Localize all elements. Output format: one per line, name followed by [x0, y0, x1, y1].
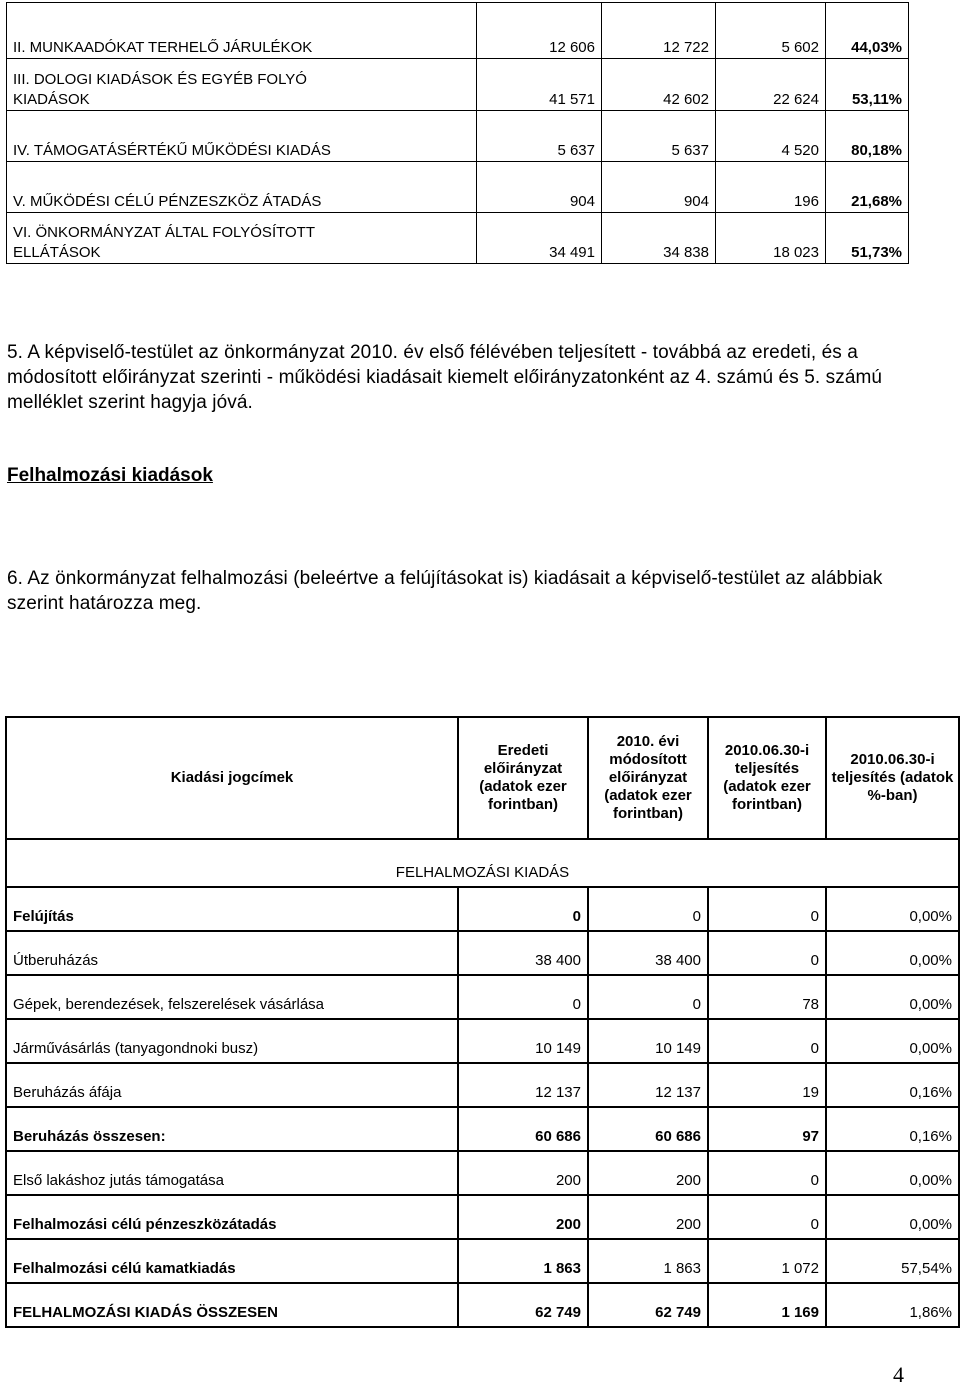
value-cell: 0 — [708, 931, 826, 975]
percent-cell: 0,00% — [826, 975, 959, 1019]
value-cell: 12 606 — [477, 3, 602, 59]
value-cell: 12 722 — [602, 3, 716, 59]
value-cell: 38 400 — [458, 931, 588, 975]
percent-cell: 80,18% — [826, 111, 909, 162]
table-row — [7, 111, 909, 162]
table-row — [6, 1283, 959, 1327]
paragraph-6: 6. Az önkormányzat felhalmozási (beleértve a felújításokat is) kiadásait a képviselő-testület az alábbiak szerint határozza meg. — [7, 568, 883, 614]
table-row — [6, 1063, 959, 1107]
row-label: Beruházás összesen: — [6, 1107, 458, 1151]
value-cell: 0 — [708, 1195, 826, 1239]
table-row — [6, 1151, 959, 1195]
value-cell: 10 149 — [588, 1019, 708, 1063]
table-row — [6, 1107, 959, 1151]
header-cell: 2010. évi módosított előirányzat (adatok ezer forintban) — [588, 717, 708, 839]
value-cell: 0 — [588, 975, 708, 1019]
value-cell: 12 137 — [458, 1063, 588, 1107]
value-cell: 200 — [458, 1195, 588, 1239]
value-cell: 10 149 — [458, 1019, 588, 1063]
value-cell: 904 — [602, 162, 716, 213]
value-cell: 1 169 — [708, 1283, 826, 1327]
value-cell: 1 072 — [708, 1239, 826, 1283]
row-label: FELHALMOZÁSI KIADÁS ÖSSZESEN — [6, 1283, 458, 1327]
value-cell: 34 838 — [602, 213, 716, 264]
value-cell: 22 624 — [716, 59, 826, 111]
value-cell: 0 — [458, 975, 588, 1019]
percent-cell: 0,00% — [826, 1151, 959, 1195]
row-label: IV. TÁMOGATÁSÉRTÉKŰ MŰKÖDÉSI KIADÁS — [7, 111, 477, 162]
value-cell: 196 — [716, 162, 826, 213]
value-cell: 5 637 — [477, 111, 602, 162]
capital-expenses-table — [5, 716, 960, 1328]
section-heading: Felhalmozási kiadások — [7, 465, 213, 486]
value-cell: 200 — [588, 1195, 708, 1239]
value-cell: 200 — [588, 1151, 708, 1195]
value-cell: 0 — [458, 887, 588, 931]
value-cell: 97 — [708, 1107, 826, 1151]
value-cell: 200 — [458, 1151, 588, 1195]
table-row — [6, 931, 959, 975]
percent-cell: 0,16% — [826, 1063, 959, 1107]
value-cell: 78 — [708, 975, 826, 1019]
table-row — [6, 1195, 959, 1239]
percent-cell: 1,86% — [826, 1283, 959, 1327]
value-cell: 5 637 — [602, 111, 716, 162]
row-label: V. MŰKÖDÉSI CÉLÚ PÉNZESZKÖZ ÁTADÁS — [7, 162, 477, 213]
value-cell: 904 — [477, 162, 602, 213]
percent-cell: 0,16% — [826, 1107, 959, 1151]
table-row — [6, 1239, 959, 1283]
value-cell: 5 602 — [716, 3, 826, 59]
value-cell: 1 863 — [588, 1239, 708, 1283]
row-label: III. DOLOGI KIADÁSOK ÉS EGYÉB FOLYÓ KIADÁSOK — [7, 59, 477, 111]
value-cell: 38 400 — [588, 931, 708, 975]
value-cell: 18 023 — [716, 213, 826, 264]
section-row — [6, 839, 959, 887]
row-label: Felhalmozási célú pénzeszközátadás — [6, 1195, 458, 1239]
percent-cell: 53,11% — [826, 59, 909, 111]
percent-cell: 21,68% — [826, 162, 909, 213]
row-label: Felújítás — [6, 887, 458, 931]
value-cell: 60 686 — [588, 1107, 708, 1151]
table-row — [7, 3, 909, 59]
percent-cell: 0,00% — [826, 931, 959, 975]
value-cell: 60 686 — [458, 1107, 588, 1151]
value-cell: 0 — [588, 887, 708, 931]
value-cell: 62 749 — [458, 1283, 588, 1327]
value-cell: 4 520 — [716, 111, 826, 162]
value-cell: 62 749 — [588, 1283, 708, 1327]
page-number: 4 — [893, 1362, 904, 1387]
value-cell: 0 — [708, 887, 826, 931]
value-cell: 42 602 — [602, 59, 716, 111]
table-row — [7, 213, 909, 264]
header-cell: Eredeti előirányzat (adatok ezer forintban) — [458, 717, 588, 839]
percent-cell: 57,54% — [826, 1239, 959, 1283]
value-cell: 0 — [708, 1019, 826, 1063]
percent-cell: 0,00% — [826, 1195, 959, 1239]
percent-cell: 0,00% — [826, 887, 959, 931]
table-row — [6, 887, 959, 931]
row-label: Beruházás áfája — [6, 1063, 458, 1107]
section-title: FELHALMOZÁSI KIADÁS — [6, 839, 959, 887]
percent-cell: 44,03% — [826, 3, 909, 59]
operating-expenses-table — [6, 2, 909, 264]
row-label: Első lakáshoz jutás támogatása — [6, 1151, 458, 1195]
table-row — [6, 1019, 959, 1063]
table-header-row — [6, 717, 959, 839]
value-cell: 41 571 — [477, 59, 602, 111]
table-row — [7, 59, 909, 111]
row-label: II. MUNKAADÓKAT TERHELŐ JÁRULÉKOK — [7, 3, 477, 59]
row-label: Felhalmozási célú kamatkiadás — [6, 1239, 458, 1283]
row-label: Útberuházás — [6, 931, 458, 975]
paragraph-5: 5. A képviselő-testület az önkormányzat 2010. év első félévében teljesített - továbbá az eredeti, és a módosított előirányzat szerinti - működési kiadásait kiemelt előirányzatonként az 4. számú és 5. számú melléklet szerint hagyja jóvá. — [7, 342, 883, 413]
row-label: Járművásárlás (tanyagondnoki busz) — [6, 1019, 458, 1063]
row-label: Gépek, berendezések, felszerelések vásárlása — [6, 975, 458, 1019]
row-label: VI. ÖNKORMÁNYZAT ÁLTAL FOLYÓSÍTOTT ELLÁTÁSOK — [7, 213, 477, 264]
header-cell: 2010.06.30-i teljesítés (adatok %-ban) — [826, 717, 959, 839]
table-row — [7, 162, 909, 213]
header-cell: Kiadási jogcímek — [6, 717, 458, 839]
value-cell: 12 137 — [588, 1063, 708, 1107]
value-cell: 1 863 — [458, 1239, 588, 1283]
header-cell: 2010.06.30-i teljesítés (adatok ezer forintban) — [708, 717, 826, 839]
table-row — [6, 975, 959, 1019]
value-cell: 0 — [708, 1151, 826, 1195]
percent-cell: 51,73% — [826, 213, 909, 264]
value-cell: 19 — [708, 1063, 826, 1107]
value-cell: 34 491 — [477, 213, 602, 264]
percent-cell: 0,00% — [826, 1019, 959, 1063]
